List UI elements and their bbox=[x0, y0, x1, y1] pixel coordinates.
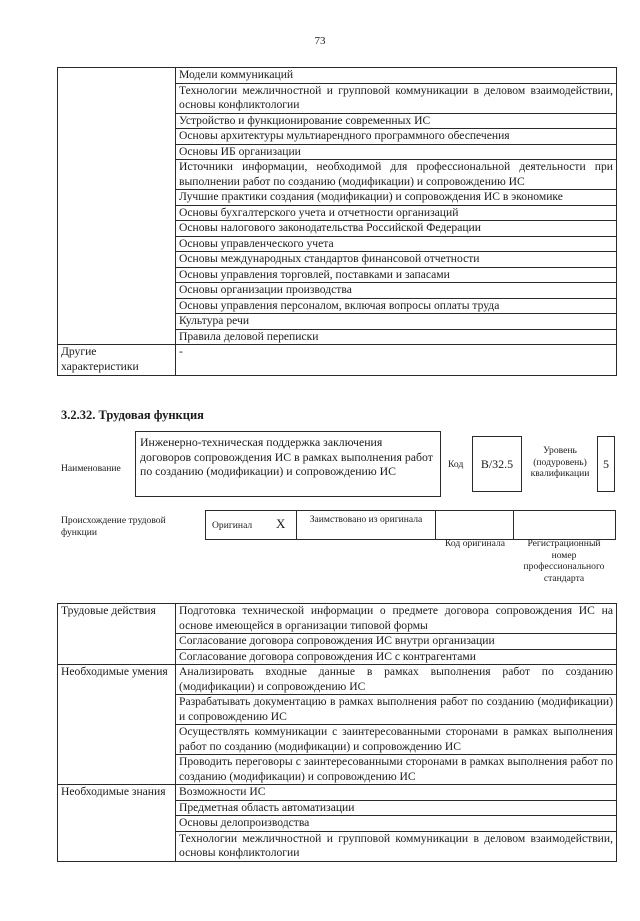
labor-actions-label: Трудовые действия bbox=[58, 604, 176, 665]
list-item: Основы управленческого учета bbox=[176, 236, 617, 252]
level-label: Уровень (подуровень) квалификации bbox=[530, 445, 590, 479]
list-item: Модели коммуникаций bbox=[176, 68, 617, 84]
knowledge-item: Технологии межличностной и групповой коммуникации в деловом взаимодействии, основы конфликтологии bbox=[176, 831, 617, 861]
knowledge-item: Возможности ИС bbox=[176, 785, 617, 801]
list-item: Культура речи bbox=[176, 314, 617, 330]
code-label: Код bbox=[448, 459, 464, 470]
skill-item: Проводить переговоры с заинтересованными сторонами в рамках выполнения работ по созданию (модификации) и сопровождению ИС bbox=[176, 755, 617, 785]
list-item: Устройство и функционирование современных ИС bbox=[176, 113, 617, 129]
list-item: Основы управления торговлей, поставками и запасами bbox=[176, 267, 617, 283]
list-item: Основы ИБ организации bbox=[176, 144, 617, 160]
list-item: Основы международных стандартов финансовой отчетности bbox=[176, 252, 617, 268]
other-characteristics-value: - bbox=[176, 345, 617, 376]
skill-item: Разрабатывать документацию в рамках выполнения работ по созданию (модификации) и сопровождению ИС bbox=[176, 695, 617, 725]
code-value-box: В/32.5 bbox=[472, 436, 522, 492]
knowledge-table-continued bbox=[57, 67, 617, 376]
list-item: Основы организации производства bbox=[176, 283, 617, 299]
page-number: 73 bbox=[314, 35, 326, 47]
registration-caption: Регистрационный номер профессионального стандарта bbox=[523, 538, 605, 584]
origin-label: Происхождение трудовой функции bbox=[61, 515, 166, 538]
list-item: Основы бухгалтерского учета и отчетности организаций bbox=[176, 205, 617, 221]
skill-item: Осуществлять коммуникации с заинтересованными сторонами в рамках выполнения работ по созданию (модификации) и сопровождению ИС bbox=[176, 725, 617, 755]
name-label: Наименование bbox=[61, 463, 121, 474]
original-mark: X bbox=[276, 516, 286, 531]
list-item: Основы налогового законодательства Российской Федерации bbox=[176, 221, 617, 237]
level-value-box: 5 bbox=[597, 436, 615, 492]
original-code-caption: Код оригинала bbox=[444, 538, 506, 549]
list-item: Правила деловой переписки bbox=[176, 329, 617, 345]
knowledge-item: Основы делопроизводства bbox=[176, 816, 617, 832]
list-item: Источники информации, необходимой для профессиональной деятельности при выполнении работ по созданию (модификации) и сопровождению ИС bbox=[176, 160, 617, 190]
knowledge-item: Предметная область автоматизации bbox=[176, 800, 617, 816]
empty-label-cell bbox=[58, 68, 176, 345]
knowledge-label: Необходимые знания bbox=[58, 785, 176, 862]
labor-action-item: Согласование договора сопровождения ИС с контрагентами bbox=[176, 649, 617, 665]
list-item: Технологии межличностной и групповой коммуникации в деловом взаимодействии, основы конфликтологии bbox=[176, 83, 617, 113]
skill-item: Анализировать входные данные в рамках выполнения работ по созданию (модификации) и сопровождению ИС bbox=[176, 665, 617, 695]
labor-action-item: Подготовка технической информации о предмете договора сопровождения ИС на основе имеющейся в организации типовой формы bbox=[176, 604, 617, 634]
original-code-cell bbox=[435, 510, 514, 540]
labor-function-table bbox=[57, 603, 617, 862]
registration-number-cell bbox=[513, 510, 616, 540]
borrowed-cell: Заимствовано из оригинала bbox=[296, 510, 436, 540]
list-item: Лучшие практики создания (модификации) и сопровождения ИС в экономике bbox=[176, 190, 617, 206]
list-item: Основы управления персоналом, включая вопросы оплаты труда bbox=[176, 298, 617, 314]
labor-action-item: Согласование договора сопровождения ИС внутри организации bbox=[176, 634, 617, 650]
original-label: Оригинал bbox=[212, 520, 253, 531]
function-name-box: Инженерно-техническая поддержка заключения договоров сопровождения ИС в рамках выполнения работ по созданию (модификации) и сопровождению ИС bbox=[135, 431, 441, 497]
section-title: 3.2.32. Трудовая функция bbox=[61, 408, 204, 422]
skills-label: Необходимые умения bbox=[58, 665, 176, 785]
list-item: Основы архитектуры мультиарендного программного обеспечения bbox=[176, 129, 617, 145]
other-characteristics-label: Другие характеристики bbox=[58, 345, 176, 376]
original-cell bbox=[205, 510, 297, 540]
